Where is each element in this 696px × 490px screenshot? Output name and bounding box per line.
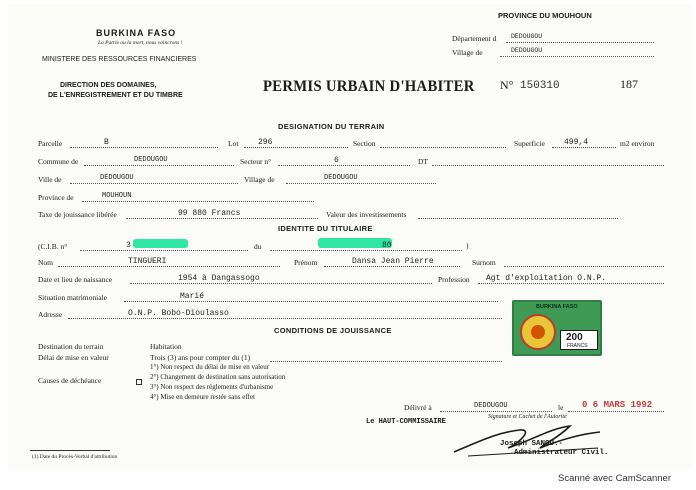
delivre-line [440,411,552,412]
prenom-label: Prénom [294,258,318,267]
prenom-value: Dansa Jean Pierre [352,257,434,266]
lot-value: 296 [258,138,273,147]
stamp-value-box [560,330,598,350]
situation-label: Situation matrimoniale [38,293,107,302]
date-line [568,411,664,412]
cib-value: 3 [126,241,131,250]
departement-label: Département d [452,34,497,43]
parcelle-value: B [104,138,109,147]
permit-document [8,4,692,470]
cause-item: 4°) Mise en demeure restée sans effet [150,393,255,401]
camscanner-watermark: Scanné avec CamScanner [558,473,672,484]
delai-line [270,361,502,362]
departement-line [506,42,654,43]
valeur-line [418,218,618,219]
national-motto: La Patrie ou la mort, nous vaincrons ! [98,40,183,46]
signer-title: Administrateur Civil. [514,449,609,457]
du-line [270,250,462,251]
surnom-line [504,266,664,267]
destination-value: Habitation [150,342,182,351]
commune-value: DEDOUGOU [134,156,168,164]
taxe-line [126,218,318,219]
du-value: 80 [382,241,392,250]
issue-date-stamp: 0 6 MARS 1992 [582,400,653,410]
dt-label: DT [418,157,428,166]
ville-value: DEDOUGOU [100,174,134,182]
nom-line [58,266,280,267]
direction-line-2: DE L'ENREGISTREMENT ET DU TIMBRE [48,92,183,99]
document-title: PERMIS URBAIN D'HABITER [263,78,475,95]
situation-value: Marié [180,292,205,301]
ministry-name: MINISTERE DES RESSOURCES FINANCIERES [42,56,197,63]
close-paren: ) [466,241,469,250]
province-label: Province de [38,193,74,202]
lot-label: Lot [228,139,239,148]
secteur-value: 6 [334,156,339,165]
profession-line [478,283,664,284]
valeur-label: Valeur des investissements [326,210,407,219]
dt-line [432,165,664,166]
footnote-rule [30,450,110,451]
taxe-label: Taxe de jouissance libérée [38,210,117,219]
du-label: du [254,242,262,251]
prenom-line [324,266,460,267]
le-label: le [558,403,564,412]
nom-label: Nom [38,258,53,267]
cib-label: (C.I.B. n° [38,242,68,251]
naissance-label: Date et lieu de naissance [38,275,113,284]
superficie-label: Superficie [514,139,545,148]
adresse-value: O.N.P. Bobo-Dioulasso [128,309,229,318]
terrain-village-label: Village de [244,175,275,184]
stamp-country: BURKINA FASO [536,304,578,310]
destination-label: Destination du terrain [38,342,104,351]
terrain-village-value: DEDOUGOU [324,174,358,182]
village-value: DEDOUGOU [511,47,543,54]
ville-label: Ville de [38,175,62,184]
naissance-value: 1954 à Dangassogo [178,274,260,283]
province-line [82,201,314,202]
superficie-unit: m2 environ [620,139,655,148]
commune-line [84,165,234,166]
adresse-label: Adresse [38,310,63,319]
section-terrain-title: DESIGNATION DU TERRAIN [278,122,385,131]
parcelle-line [70,147,218,148]
cause-checkbox [136,379,142,385]
village-line [500,56,654,57]
number-label: N° [500,78,514,92]
delai-value: Trois (3) ans pour compter du (1) [150,353,251,362]
redaction-bar [318,238,392,248]
nom-value: TINGUERI [128,257,167,266]
secteur-line [278,165,410,166]
surnom-label: Surnom [472,258,496,267]
direction-line-1: DIRECTION DES DOMAINES, [60,82,157,89]
commune-label: Commune de [38,157,79,166]
country-name: BURKINA FASO [96,28,177,38]
lot-line [244,147,348,148]
signer-name: Joseph SANOU.- [500,440,564,448]
delivre-value: DEDOUGOU [474,402,508,410]
page-number: 187 [620,77,638,91]
stamp-value: 200 [566,332,583,343]
province-value: MOUHOUN [102,192,132,200]
terrain-village-line [286,183,436,184]
section-label: Section [353,139,376,148]
signature-caption: Signature et Cachet de l'Autorité [488,414,567,420]
village-label: Village de [452,48,483,57]
naissance-line [130,283,432,284]
authority-title: Le HAUT-COMMISSAIRE [366,418,446,426]
stamp-currency: FRANCS [567,343,588,349]
parcelle-label: Parcelle [38,139,63,148]
emblem-center [531,325,545,339]
departement-value: DEDOUGOU [511,33,543,40]
superficie-value: 499,4 [564,138,589,147]
taxe-value: 99 880 Francs [178,209,241,218]
causes-label: Causes de déchéance [38,376,102,385]
delai-label: Délai de mise en valeur [38,353,109,362]
delivre-label: Délivré à [404,403,432,412]
profession-value: Agt d'exploitation O.N.P. [486,274,607,283]
province-header: PROVINCE DU MOUHOUN [498,11,592,20]
section-line [380,147,506,148]
cause-item: 1°) Non respect du délai de mise en valeur [150,363,270,371]
situation-line [124,301,498,302]
cause-item: 2°) Changement de destination sans autorisation [150,373,286,381]
stamp-emblem [520,314,556,350]
cib-line [80,250,248,251]
secteur-label: Secteur n° [240,157,272,166]
cause-item: 3°) Non respect des règlements d'urbanisme [150,383,274,391]
redaction-bar [133,239,188,248]
fiscal-stamp [512,300,602,356]
section-titulaire-title: IDENTITE DU TITULAIRE [278,224,373,233]
footnote: (1) Date du Procès-Verbal d'attribution [32,454,118,460]
superficie-line [552,147,616,148]
permit-number: 150310 [520,80,560,92]
adresse-line [68,318,502,319]
ville-line [70,183,238,184]
section-conditions-title: CONDITIONS DE JOUISSANCE [274,326,392,335]
profession-label: Profession [438,275,470,284]
